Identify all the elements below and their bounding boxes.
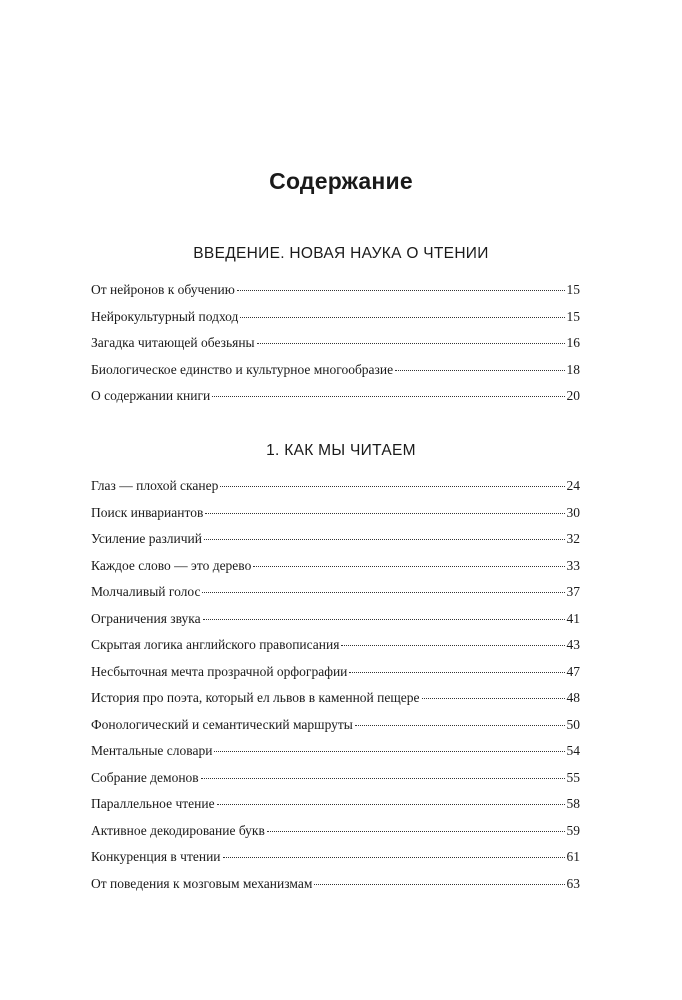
entry-title: Скрытая логика английского правописания bbox=[91, 637, 340, 652]
entry-page-number: 33 bbox=[566, 557, 580, 573]
toc-entry[interactable] bbox=[91, 610, 580, 637]
dot-leader bbox=[204, 539, 565, 540]
dot-leader bbox=[341, 645, 564, 646]
dot-leader bbox=[203, 619, 565, 620]
entry-page-number: 15 bbox=[566, 282, 580, 297]
entry-title: От поведения к мозговым механизмам bbox=[91, 875, 313, 891]
dot-leader bbox=[237, 290, 565, 291]
entry-title: Молчаливый голос bbox=[91, 584, 201, 599]
entry-page-number: 63 bbox=[566, 875, 580, 891]
dot-leader bbox=[240, 317, 564, 318]
toc-entry[interactable] bbox=[91, 822, 580, 849]
toc-entry[interactable] bbox=[91, 583, 580, 610]
entry-title: О содержании книги bbox=[91, 388, 211, 403]
entry-title: Несбыточная мечта прозрачной орфографии bbox=[91, 663, 348, 679]
entry-title: Собрание демонов bbox=[91, 769, 199, 785]
entry-title: Фонологический и семантический маршруты bbox=[91, 716, 353, 732]
entry-page-number: 48 bbox=[566, 690, 580, 705]
toc-entry[interactable] bbox=[91, 795, 580, 822]
entry-title: Активное декодирование букв bbox=[91, 822, 265, 838]
entry-title: Биологическое единство и культурное многообразие bbox=[91, 361, 394, 377]
entry-title: Параллельное чтение bbox=[91, 796, 215, 811]
toc-entry[interactable] bbox=[91, 716, 580, 743]
entry-title: Глаз — плохой сканер bbox=[91, 478, 219, 493]
entry-page-number: 43 bbox=[566, 637, 580, 652]
dot-leader bbox=[349, 672, 564, 673]
toc-entry[interactable] bbox=[91, 769, 580, 796]
toc-entry[interactable] bbox=[91, 477, 580, 504]
entry-title: Усиление различий bbox=[91, 531, 202, 546]
entry-title: Нейрокультурный подход bbox=[91, 308, 239, 324]
dot-leader bbox=[201, 778, 565, 779]
dot-leader bbox=[395, 370, 564, 371]
dot-leader bbox=[212, 396, 564, 397]
entry-title: Загадка читающей обезьяны bbox=[91, 335, 255, 350]
entry-title: Каждое слово — это дерево bbox=[91, 557, 252, 573]
entry-page-number: 16 bbox=[566, 335, 580, 350]
entry-page-number: 59 bbox=[566, 822, 580, 838]
entry-page-number: 50 bbox=[566, 716, 580, 732]
dot-leader bbox=[205, 513, 564, 514]
dot-leader bbox=[422, 698, 565, 699]
toc-entry[interactable] bbox=[91, 689, 580, 716]
entry-page-number: 20 bbox=[566, 388, 580, 403]
entry-title: Конкуренция в чтении bbox=[91, 849, 221, 864]
toc-entry[interactable] bbox=[91, 334, 580, 361]
entry-page-number: 32 bbox=[566, 531, 580, 546]
entry-page-number: 15 bbox=[566, 308, 580, 324]
toc-entry[interactable] bbox=[91, 361, 580, 388]
dot-leader bbox=[257, 343, 565, 344]
dot-leader bbox=[314, 884, 564, 885]
dot-leader bbox=[223, 857, 565, 858]
page-title: Содержание bbox=[269, 168, 413, 194]
entry-page-number: 58 bbox=[566, 796, 580, 811]
entry-page-number: 47 bbox=[566, 663, 580, 679]
toc-entry[interactable] bbox=[91, 848, 580, 875]
dot-leader bbox=[253, 566, 564, 567]
dot-leader bbox=[355, 725, 565, 726]
section-heading-introduction: ВВЕДЕНИЕ. НОВАЯ НАУКА О ЧТЕНИИ bbox=[193, 245, 489, 262]
entry-page-number: 18 bbox=[566, 361, 580, 377]
entry-page-number: 30 bbox=[566, 504, 580, 520]
toc-entry[interactable] bbox=[91, 663, 580, 690]
toc-entry[interactable] bbox=[91, 875, 580, 902]
toc-list-chapter-1 bbox=[91, 477, 580, 901]
entry-title: История про поэта, который ел львов в каменной пещере bbox=[91, 690, 420, 705]
dot-leader bbox=[217, 804, 565, 805]
entry-title: Ограничения звука bbox=[91, 610, 201, 626]
entry-page-number: 54 bbox=[566, 743, 580, 758]
section-heading-chapter-1: 1. КАК МЫ ЧИТАЕМ bbox=[266, 442, 416, 459]
entry-page-number: 37 bbox=[566, 584, 580, 599]
entry-title: Поиск инвариантов bbox=[91, 504, 204, 520]
toc-entry[interactable] bbox=[91, 504, 580, 531]
toc-entry[interactable] bbox=[91, 530, 580, 557]
toc-entry[interactable] bbox=[91, 281, 580, 308]
entry-page-number: 61 bbox=[566, 849, 580, 864]
dot-leader bbox=[267, 831, 565, 832]
toc-entry[interactable] bbox=[91, 557, 580, 584]
dot-leader bbox=[202, 592, 564, 593]
toc-list-introduction bbox=[91, 281, 580, 414]
entry-page-number: 24 bbox=[566, 478, 580, 493]
dot-leader bbox=[214, 751, 564, 752]
toc-entry[interactable] bbox=[91, 308, 580, 335]
toc-entry[interactable] bbox=[91, 742, 580, 769]
entry-page-number: 41 bbox=[566, 610, 580, 626]
toc-entry[interactable] bbox=[91, 636, 580, 663]
entry-page-number: 55 bbox=[566, 769, 580, 785]
toc-entry[interactable] bbox=[91, 387, 580, 414]
entry-title: Ментальные словари bbox=[91, 743, 213, 758]
entry-title: От нейронов к обучению bbox=[91, 282, 235, 297]
dot-leader bbox=[220, 486, 564, 487]
